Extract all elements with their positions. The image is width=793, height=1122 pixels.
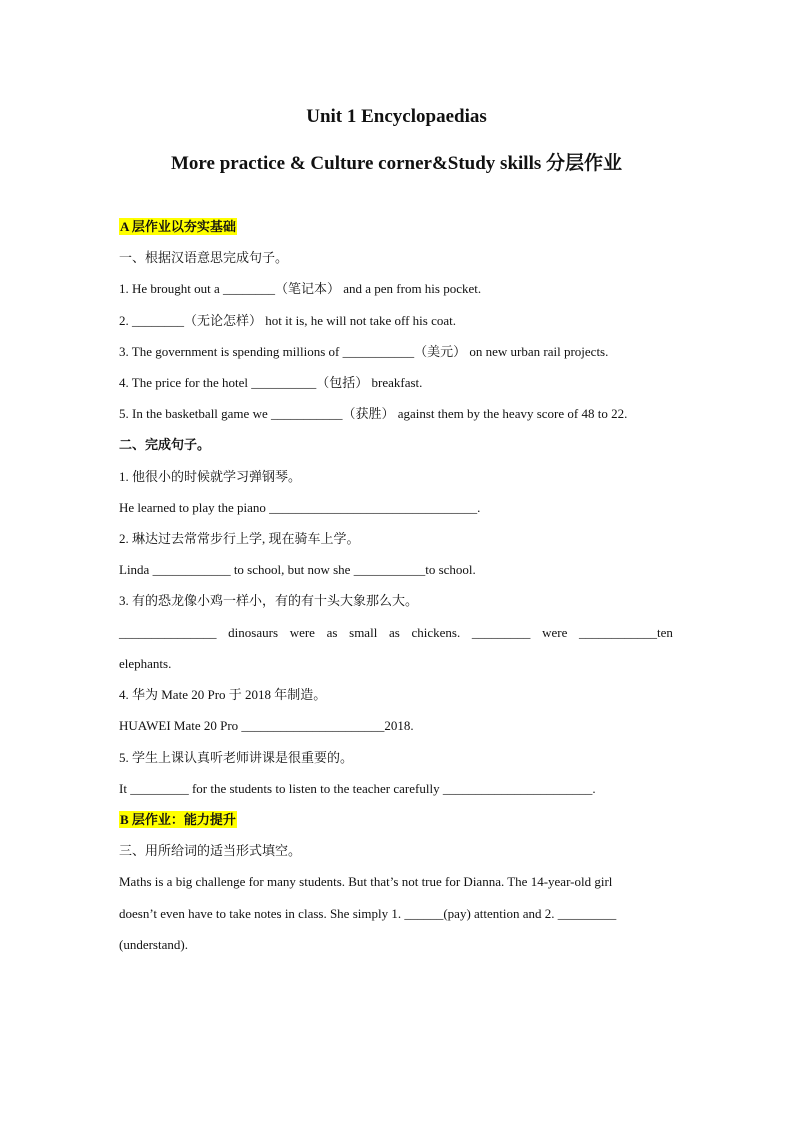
part2-q3-en	[119, 624, 673, 642]
section-a-label-row	[119, 218, 679, 236]
part2-q4-en: HUAWEI Mate 20 Pro ______________________2018.	[119, 718, 414, 733]
part2-q1-en: He learned to play the piano ________________________________.	[119, 500, 481, 515]
q3-word: dinosaurs	[228, 625, 279, 640]
part2-q1-cn: 1. 他很小的时候就学习弹钢琴。	[119, 469, 302, 484]
section-b-label-row	[119, 811, 679, 829]
part1-item-2: 2. ________（无论怎样） hot it is, he will not take off his coat.	[119, 313, 457, 328]
part3-line-3: (understand).	[119, 937, 188, 952]
q3-word: were	[542, 625, 568, 640]
section-a-label: A 层作业以夯实基础	[120, 219, 236, 234]
q3-word: _________	[471, 625, 531, 640]
part2-q5-en: It _________ for the students to listen to the teacher carefully _______________________.	[119, 781, 596, 796]
q3-word: were	[289, 625, 315, 640]
q3-word: as	[326, 625, 338, 640]
part1-item-5: 5. In the basketball game we ___________（获胜） against them by the heavy score of 48 to 22.	[119, 406, 628, 421]
q3-word: small	[349, 625, 378, 640]
q3-word: chickens.	[411, 625, 461, 640]
section-b-label: B 层作业：能力提升	[120, 812, 236, 827]
part2-q2-cn: 2. 琳达过去常常步行上学, 现在骑车上学。	[119, 531, 360, 546]
part2-q4-cn: 4. 华为 Mate 20 Pro 于 2018 年制造。	[119, 687, 327, 702]
part2-q3-cn: 3. 有的恐龙像小鸡一样小，有的有十头大象那么大。	[119, 593, 419, 608]
part2-q2-en: Linda ____________ to school, but now she ___________to school.	[119, 562, 476, 577]
part2-q5-cn: 5. 学生上课认真听老师讲课是很重要的。	[119, 750, 354, 765]
part2-q3-en-cont: elephants.	[119, 656, 172, 671]
title-unit: Unit 1 Encyclopaedias	[306, 106, 487, 127]
part3-line-1: Maths is a big challenge for many students. But that’s not true for Dianna. The 14-year-old girl	[119, 874, 613, 889]
title-subtitle: More practice & Culture corner&Study skills 分层作业	[170, 153, 623, 174]
part1-item-3: 3. The government is spending millions of ___________（美元） on new urban rail projects.	[119, 344, 609, 359]
part2-heading: 二、完成句子。	[119, 437, 211, 452]
q3-word: ____________ten	[579, 625, 673, 640]
part1-item-1: 1. He brought out a ________（笔记本） and a pen from his pocket.	[119, 281, 482, 296]
q3-word: as	[388, 625, 400, 640]
part1-item-4: 4. The price for the hotel __________（包括） breakfast.	[119, 375, 423, 390]
q3-word: _______________	[119, 625, 217, 640]
part3-heading: 三、用所给词的适当形式填空。	[119, 843, 302, 858]
part1-heading: 一、根据汉语意思完成句子。	[119, 250, 289, 265]
part3-line-2: doesn’t even have to take notes in class. She simply 1. ______(pay) attention and 2. _________	[119, 906, 617, 921]
